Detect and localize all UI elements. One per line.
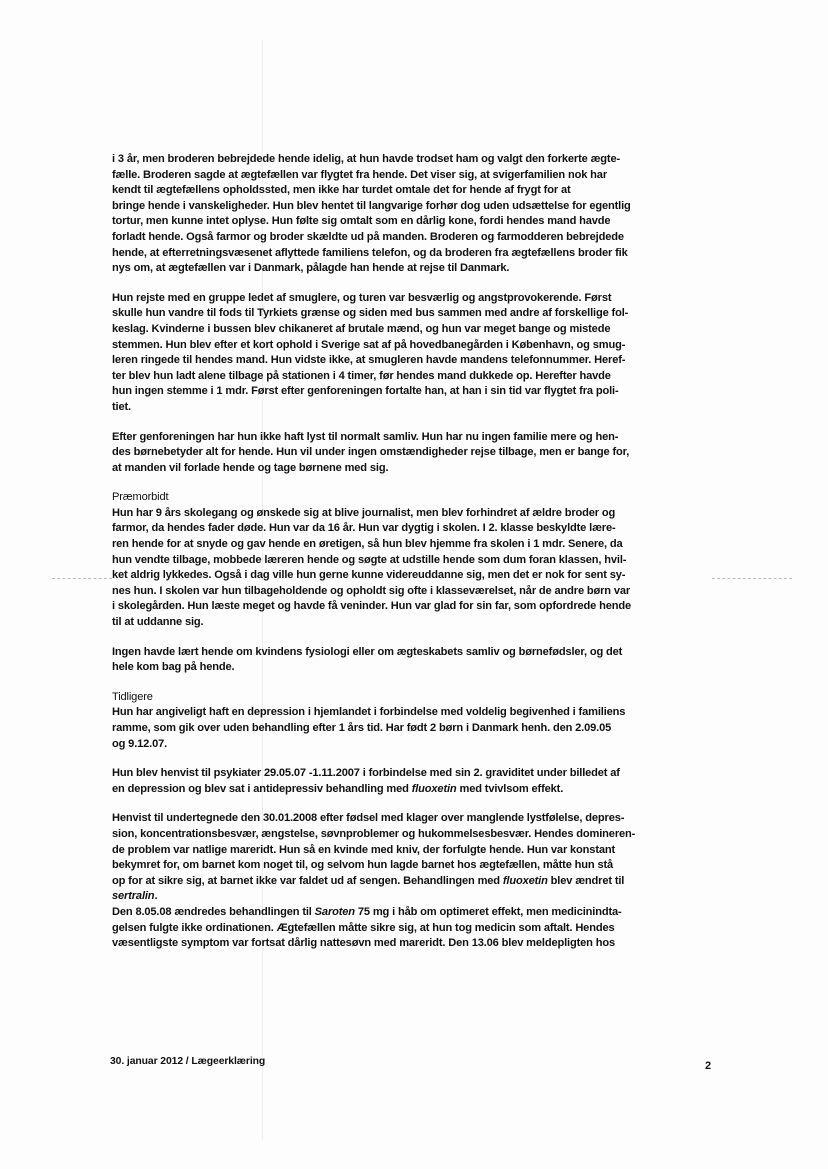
paragraph-premorbid: Hun har 9 års skolegang og ønskede sig at blive journalist, men blev forhindret af ældre broder og farmor, da hendes fader døde. Hun var da 16 år. Hun var dygtig i skolen. I 2. klasse beskyldte lære- ren hende for at snyde og gav hende en øretigen, så hun blev hjemme fra skolen i 1 mdr. Senere, da hun vendte tilbage, mobbede læreren hende og søgte at udstille hende som dum foran klassen, hvil- ket aldrig lykkedes. Også i dag ville hun gerne kunne videreuddanne sig, men det er nok for sent sy- nes hun. I skolen var hun tilbageholdende og opholdt sig ofte i klasseværelset, når de andre børn var i skolegården. Hun læste meget og havde få veninder. Hun var glad for sin far, som opfordrede hende til at uddanne sig. bbox=[112, 506, 631, 629]
heading-premorbid: Præmorbidt bbox=[112, 491, 169, 504]
paragraph-prior-depression: Hun har angiveligt haft en depression i hjemlandet i forbindelse med voldelig begivenhed i familiens ramme, som gik over uden behandling efter 1 års tid. Har født 2 børn i Danmark henh. den 2.09.05 og 9.12.07. bbox=[112, 706, 626, 750]
undersigned-text-a: Henvist til undertegnede den 30.01.2008 efter fødsel med klager over manglende lystfølelse, depres- sion, koncentrationsbesvær, ængstelse, søvnproblemer og hukommelsesbesvær. Hendes domineren- de problem var natlige mareridt. Hun så en kvinde med kniv, der forfulgte hende. Hun var konstant bekymret for, om barnet kom noget til, og selvom hun lagde barnet hos ægtefællen, måtte hun stå op for at sikre sig, at barnet ikke var faldet ud af sengen. Behandlingen med bbox=[112, 812, 636, 887]
paragraph-journey: Hun rejste med en gruppe ledet af smuglere, og turen var besværlig og angstprovokerende. Først skulle hun vandre til fods til Tyrkiets grænse og siden med bus sammen med andre af forskellige fol- keslag. Kvinderne i bussen blev chikaneret af brutale mænd, og hun var meget bange og mistede stemmen. Hun blev efter et kort ophold i Sverige sat af på hovedbanegården i København, og smug- leren ringede til hendes mand. Hun vidste ikke, at smugleren havde mandens telefonnummer. Heref- ter blev hun ladt alene tilbage på stationen i 4 timer, før hendes mand dukkede op. Herefter havde hun ingen stemme i 1 mdr. Først efter genforeningen fortalte han, at han i sin tid var flygtet fra poli- tiet. bbox=[112, 291, 629, 413]
referral-text-b: med tvivlsom effekt. bbox=[456, 782, 564, 795]
page-number: 2 bbox=[705, 1060, 712, 1072]
drug-fluoxetin: fluoxetin bbox=[411, 782, 457, 795]
scan-artifact-left bbox=[52, 578, 112, 579]
drug-fluoxetin-2: fluoxetin bbox=[502, 874, 548, 887]
footer-date-title: 30. januar 2012 / Lægeerklæring bbox=[110, 1056, 266, 1067]
referral-text-a: Hun blev henvist til psykiater 29.05.07 -1.11.2007 i forbindelse med sin 2. graviditet under billedet af en depression og blev sat i antidepressiv behandling med bbox=[112, 767, 620, 795]
paragraph-reunion: Efter genforeningen har hun ikke haft lyst til normalt samliv. Hun har nu ingen familie mere og hen- des børnebetyder alt for hende. Hun vil under ingen omstændigheder rejse tilbage, men er bange for, at manden vil forlade hende og tage børnene med sig. bbox=[112, 430, 630, 474]
drug-sertralin: sertralin bbox=[112, 890, 155, 903]
undersigned-text-b: blev ændret til bbox=[550, 874, 625, 887]
heading-tidligere: Tidligere bbox=[112, 690, 153, 703]
drug-saroten: Saroten bbox=[314, 905, 355, 918]
paragraph-physiology: Ingen havde lært hende om kvindens fysiologi eller om ægteskabets samliv og børnefødsler, og det hele kom bag på hende. bbox=[112, 645, 623, 674]
document-body bbox=[112, 152, 704, 966]
paragraph-psychiatrist-referral bbox=[112, 766, 704, 797]
scan-artifact-right bbox=[712, 578, 792, 579]
saroten-text-b: 75 mg i håb om optimeret effekt, men medicinindta- gelsen fulgte ikke ordinationen. Ægtefællen måtte sikre sig, at hun tog medicin som aftalt. Hendes væsentligste symptom var fortsat dårlig nattesøvn med mareridt. Den 13.06 blev meldepligten hos bbox=[112, 905, 622, 950]
saroten-text-a: Den 8.05.08 ændredes behandlingen til bbox=[112, 905, 315, 918]
undersigned-text-c: . bbox=[154, 890, 158, 903]
paragraph-family-conflict: i 3 år, men broderen bebrejdede hende idelig, at hun havde trodset ham og valgt den forkerte ægte- fælle. Broderen sagde at ægtefællen var flygtet fra hende. Det viser sig, at svigerfamilien nok har kendt til ægtefællens opholdssted, men ikke har turdet omtale det for hende af frygt for at bringe hende i vanskeligheder. Hun blev hentet til langvarige forhør dog uden udsættelse for egentlig tortur, men kunne intet oplyse. Hun følte sig omtalt som en dårlig kone, fordi hendes mand havde forladt hende. Også farmor og broder skældte ud på manden. Broderen og farmodderen bebrejdede hende, at efterretningsvæsenet aflyttede familiens telefon, og da broderen fra ægtefællens broder fik nys om, at ægtefællen var i Danmark, pålagde han hende at rejse til Danmark. bbox=[112, 153, 631, 275]
paragraph-saroten bbox=[112, 905, 704, 952]
paragraph-undersigned-referral bbox=[112, 811, 704, 905]
